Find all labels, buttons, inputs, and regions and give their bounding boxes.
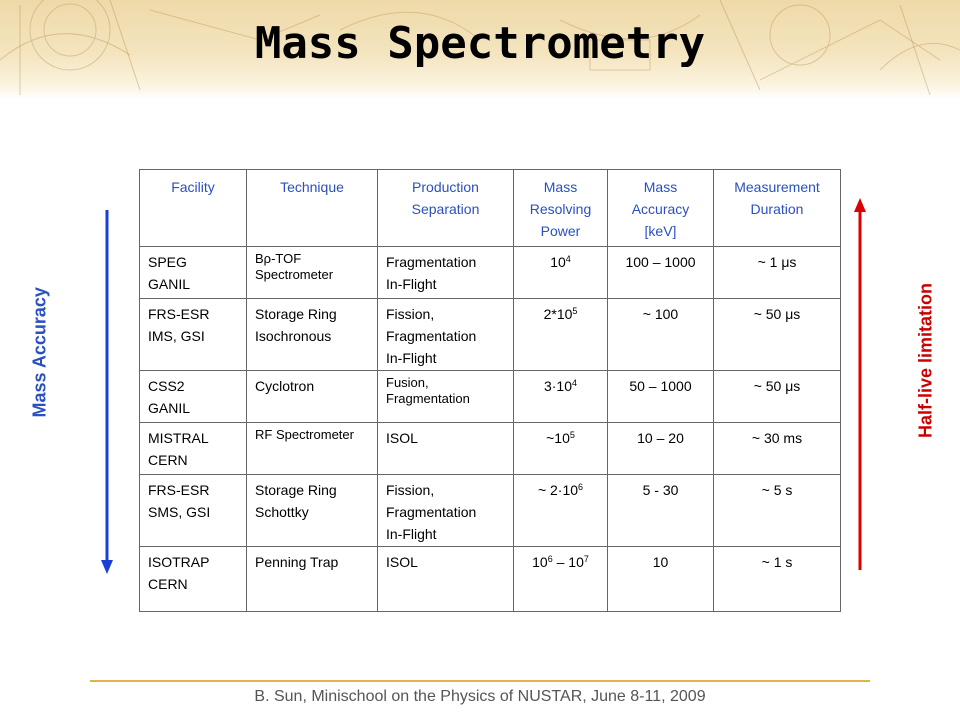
header-resolving-power: Mass Resolving Power — [514, 170, 608, 247]
cell-production: Fragmentation In-Flight — [378, 247, 514, 299]
cell-technique: RF Spectrometer — [247, 423, 378, 475]
table-row — [140, 423, 841, 475]
cell-facility: FRS-ESR SMS, GSI — [140, 475, 247, 547]
cell-facility: CSS2 GANIL — [140, 371, 247, 423]
header-production: Production Separation — [378, 170, 514, 247]
cell-facility: SPEG GANIL — [140, 247, 247, 299]
footer-citation: B. Sun, Minischool on the Physics of NUSTAR, June 8-11, 2009 — [254, 688, 706, 705]
cell-accuracy: 100 – 1000 — [608, 247, 714, 299]
cell-duration: ~ 1 μs — [714, 247, 841, 299]
cell-facility: MISTRAL CERN — [140, 423, 247, 475]
cell-duration: ~ 5 s — [714, 475, 841, 547]
cell-technique: Penning Trap — [247, 547, 378, 612]
cell-duration: ~ 30 ms — [714, 423, 841, 475]
footer-divider — [90, 680, 870, 682]
cell-resolving-power: $\sim 10^5$ — [514, 423, 608, 475]
slide-title: Mass Spectrometry — [254, 18, 706, 69]
cell-accuracy: ~ 100 — [608, 299, 714, 371]
table-row — [140, 299, 841, 371]
table-row — [140, 247, 841, 299]
table-row — [140, 547, 841, 612]
cell-facility: FRS-ESR IMS, GSI — [140, 299, 247, 371]
cell-accuracy: 10 — [608, 547, 714, 612]
cell-production: Fusion, Fragmentation — [378, 371, 514, 423]
header-facility: Facility — [140, 170, 247, 247]
cell-production: Fission, Fragmentation In-Flight — [378, 299, 514, 371]
cell-technique: Bρ-TOF Spectrometer — [247, 247, 378, 299]
cell-facility: ISOTRAP CERN — [140, 547, 247, 612]
table-row — [140, 371, 841, 423]
mass-accuracy-label: Mass Accuracy — [29, 287, 50, 418]
half-life-limitation-label: Half-live limitation — [915, 282, 936, 439]
half-life-arrow-head — [854, 198, 866, 212]
cell-resolving-power: ~ $2\cdot 10^6$ — [514, 475, 608, 547]
header-duration: Measurement Duration — [714, 170, 841, 247]
header-technique: Technique — [247, 170, 378, 247]
cell-duration: ~ 1 s — [714, 547, 841, 612]
header-mass-accuracy: Mass Accuracy [keV] — [608, 170, 714, 247]
cell-accuracy: 5 - 30 — [608, 475, 714, 547]
spectrometry-table — [139, 169, 841, 612]
cell-technique: Storage Ring Schottky — [247, 475, 378, 547]
cell-technique: Cyclotron — [247, 371, 378, 423]
cell-resolving-power: $3\cdot 10^4$ — [514, 371, 608, 423]
cell-duration: ~ 50 μs — [714, 299, 841, 371]
cell-production: Fission, Fragmentation In-Flight — [378, 475, 514, 547]
cell-resolving-power: $10^6 - 10^7$ — [514, 547, 608, 612]
cell-resolving-power: $10^4$ — [514, 247, 608, 299]
table-header-row — [140, 170, 841, 247]
cell-production: ISOL — [378, 423, 514, 475]
cell-technique: Storage Ring Isochronous — [247, 299, 378, 371]
cell-production: ISOL — [378, 547, 514, 612]
mass-accuracy-arrow-head — [101, 560, 113, 574]
cell-accuracy: 10 – 20 — [608, 423, 714, 475]
cell-resolving-power: $2*10^5$ — [514, 299, 608, 371]
cell-accuracy: 50 – 1000 — [608, 371, 714, 423]
table-row — [140, 475, 841, 547]
cell-duration: ~ 50 μs — [714, 371, 841, 423]
